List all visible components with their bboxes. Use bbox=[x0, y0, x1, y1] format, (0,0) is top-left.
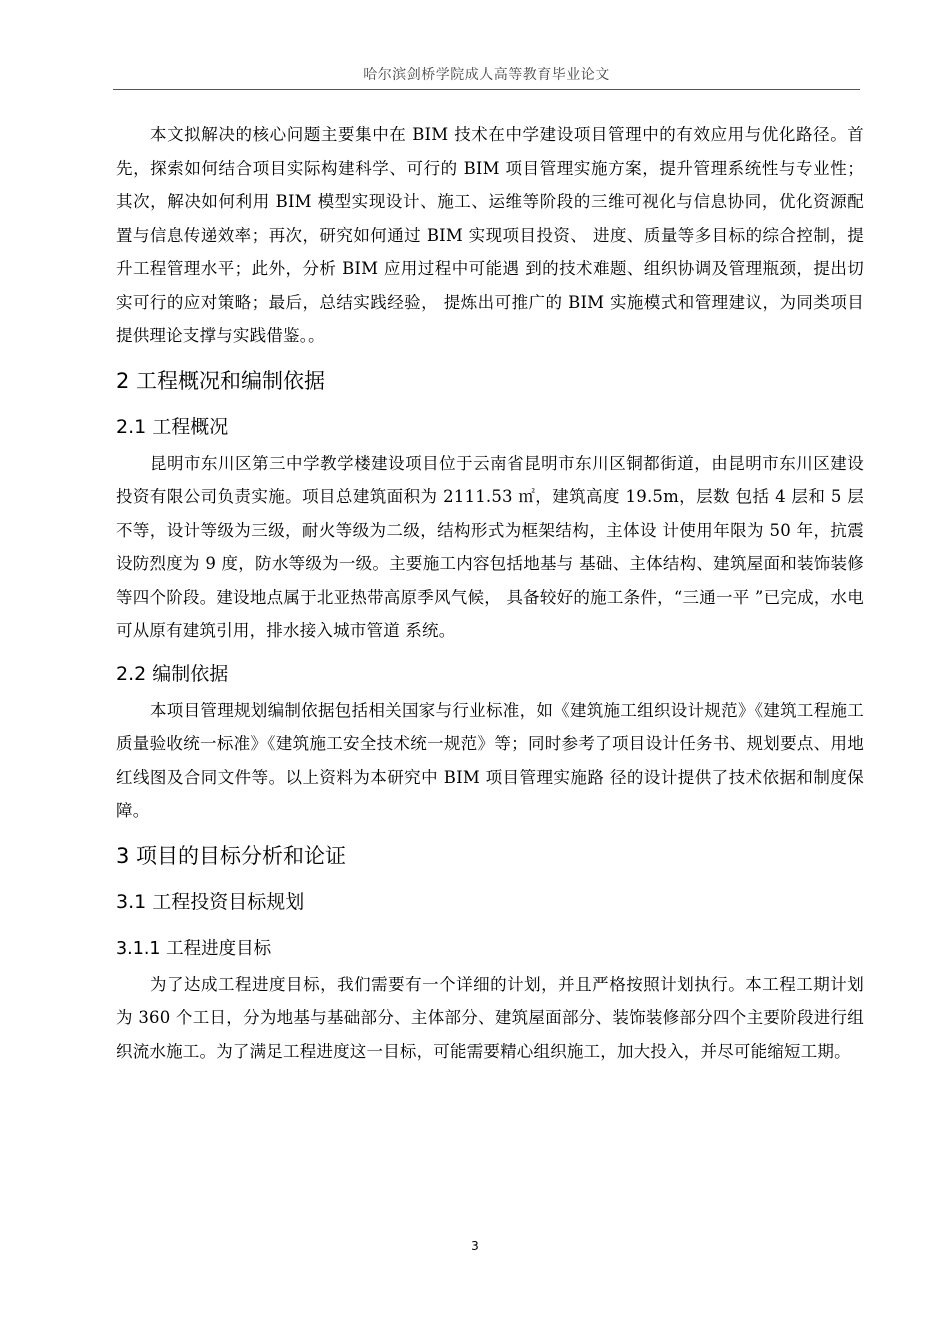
page-header: 哈尔滨剑桥学院成人高等教育毕业论文 bbox=[363, 67, 610, 83]
paragraph-basis: 本项目管理规划编制依据包括相关国家与行业标准，如《建筑施工组织设计规范》《建筑工程施工质量验收统一标准》《建筑施工安全技术统一规范》等；同时参考了项目设计任务书、规划要点、用地红线图及合同文件等。以上资料为本研究中 BIM 项目管理实施路 径的设计提供了技术依据和制度保障。 bbox=[116, 700, 864, 820]
heading-section-3-1-1: 3.1.1 工程进度目标 bbox=[116, 938, 272, 959]
header-divider bbox=[113, 89, 860, 90]
heading-section-3: 3 项目的目标分析和论证 bbox=[116, 843, 347, 868]
paragraph-schedule-goal: 为了达成工程进度目标，我们需要有一个详细的计划，并且严格按照计划执行。本工程工期计划为 360 个工日，分为地基与基础部分、主体部分、建筑屋面部分、装饰装修部分四个主要阶段进行组织流水施工。为了满足工程进度这一目标，可能需要精心组织施工，加大投入，并尽可能缩短工期。 bbox=[116, 974, 864, 1061]
heading-section-2-1: 2.1 工程概况 bbox=[116, 415, 229, 438]
heading-section-3-1: 3.1 工程投资目标规划 bbox=[116, 890, 305, 913]
paragraph-intro: 本文拟解决的核心问题主要集中在 BIM 技术在中学建设项目管理中的有效应用与优化路径。首先，探索如何结合项目实际构建科学、可行的 BIM 项目管理实施方案，提升管理系统性与专业性；其次，解决如何利用 BIM 模型实现设计、施工、运维等阶段的三维可视化与信息协同，优化资源配置与信息传递效率；再次，研究如何通过 BIM 实现项目投资、 进度、质量等多目标的综合控制，提升工程管理水平；此外，分析 BIM 应用过程中可能遇 到的技术难题、组织协调及管理瓶颈，提出切实可行的应对策略；最后，总结实践经验， 提炼出可推广的 BIM 实施模式和管理建议，为同类项目提供理论支撑与实践借鉴。。 bbox=[116, 125, 864, 345]
heading-section-2-2: 2.2 编制依据 bbox=[116, 662, 229, 685]
document-body bbox=[116, 118, 864, 1068]
heading-section-2: 2 工程概况和编制依据 bbox=[116, 368, 326, 393]
paragraph-project-overview: 昆明市东川区第三中学教学楼建设项目位于云南省昆明市东川区铜都街道，由昆明市东川区建设投资有限公司负责实施。项目总建筑面积为 2111.53 ㎡，建筑高度 19.5m，层数 包括 4 层和 5 层不等，设计等级为三级，耐火等级为二级，结构形式为框架结构，主体设 计使用年限为 50 年，抗震设防烈度为 9 度，防水等级为一级。主要施工内容包括地基与 基础、主体结构、建筑屋面和装饰装修等四个阶段。建设地点属于北亚热带高原季风气候， 具备较好的施工条件，“三通一平 ”已完成，水电可从原有建筑引用，排水接入城市管道 系统。 bbox=[116, 453, 864, 640]
page-number: 3 bbox=[471, 1239, 479, 1253]
